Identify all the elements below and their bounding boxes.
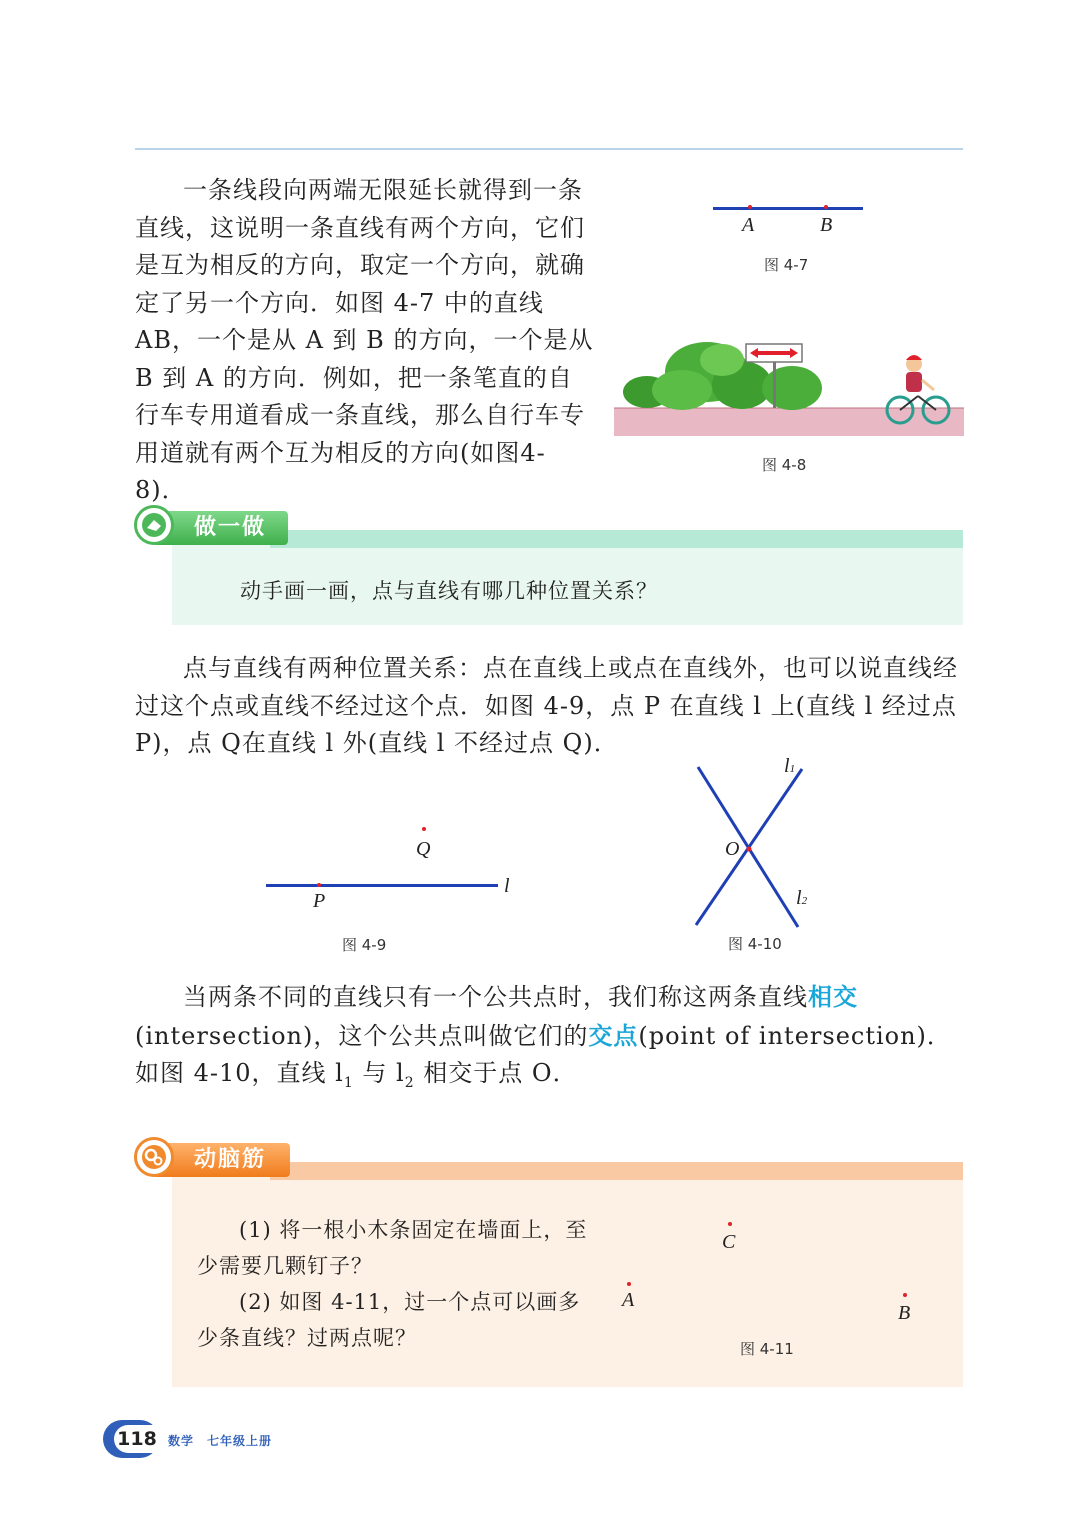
caption-4-7: 图 4-7 xyxy=(764,256,809,274)
figure-4-7 xyxy=(700,190,880,280)
point-a xyxy=(748,205,752,209)
paragraph-2: 点与直线有两种位置关系：点在直线上或点在直线外，也可以说直线经过这个点或直线不经过这个点．如图 4-9，点 P 在直线 l 上(直线 l 经过点 P)，点 Q在直线 l 外(直线 l 不经过点 Q)． xyxy=(135,654,958,757)
question-1: (1) 将一根小木条固定在墙面上，至少需要几颗钉子？ xyxy=(197,1218,588,1278)
line-ab xyxy=(713,207,863,210)
keyword-intersect: 相交 xyxy=(808,982,858,1011)
figure-4-8 xyxy=(612,330,964,475)
point-c xyxy=(728,1222,732,1226)
label-l1: l1 xyxy=(784,755,796,777)
point-b xyxy=(824,205,828,209)
label-l: l xyxy=(504,875,510,897)
figure-4-9 xyxy=(260,820,530,960)
keyword-intersection-point: 交点 xyxy=(588,1020,639,1050)
hand-drawing-icon xyxy=(141,512,167,538)
caption-4-11: 图 4-11 xyxy=(740,1340,794,1358)
page-number: 118 xyxy=(114,1425,160,1453)
label-a: A xyxy=(742,214,755,236)
label-b: B xyxy=(898,1302,911,1324)
activity-badge xyxy=(134,505,174,545)
label-o: O xyxy=(725,838,740,860)
question-2: (2) 如图 4-11，过一个点可以画多少条直线？过两点呢？ xyxy=(197,1290,581,1350)
thinking-questions xyxy=(197,1212,597,1356)
label-a: A xyxy=(622,1289,635,1311)
point-q xyxy=(422,827,426,831)
label-c: C xyxy=(722,1231,736,1253)
point-b xyxy=(903,1293,907,1297)
line-l xyxy=(266,884,498,887)
label-q: Q xyxy=(416,838,431,860)
caption-4-9: 图 4-9 xyxy=(342,936,387,954)
label-l2: l2 xyxy=(796,887,808,909)
intersecting-lines xyxy=(680,755,830,935)
paragraph-1: 一条线段向两端无限延长就得到一条直线，这说明一条直线有两个方向，它们是互为相反的方向，取定一个方向，就确定了另一个方向．如图 4-7 中的直线 AB，一个是从 A 到 B 的方向，一个是从 B 到 A 的方向．例如，把一条笔直的自行车专用道看成一条直线，那么自行车专用道就有两个互为相反的方向(如图4-8)． xyxy=(135,176,594,504)
figure-4-10 xyxy=(680,755,830,960)
point-p xyxy=(317,883,321,887)
point-a xyxy=(627,1282,631,1286)
label-b: B xyxy=(820,214,833,236)
thinking-title: 动脑筋 xyxy=(140,1143,290,1177)
gears-icon xyxy=(141,1144,167,1170)
label-p: P xyxy=(313,890,326,912)
header-rule xyxy=(135,148,963,150)
bike-lane-illustration xyxy=(612,330,964,438)
caption-4-10: 图 4-10 xyxy=(728,935,782,953)
figure-4-11 xyxy=(610,1215,930,1365)
thinking-badge xyxy=(134,1137,174,1177)
caption-4-8: 图 4-8 xyxy=(762,456,807,474)
activity-bar xyxy=(270,530,963,548)
activity-prompt: 动手画一画，点与直线有哪几种位置关系？ xyxy=(240,579,658,603)
book-title: 数学 七年级上册 xyxy=(168,1434,273,1448)
paragraph-3: 当两条不同的直线只有一个公共点时，我们称这两条直线相交(intersection)，这个公共点叫做它们的交点(point of intersection)．如图 4-10，直线 $l_1$ 与 $l_2$ 相交于点 O． xyxy=(135,982,952,1091)
activity-title: 做一做 xyxy=(140,511,288,545)
thinking-bar xyxy=(270,1162,963,1180)
